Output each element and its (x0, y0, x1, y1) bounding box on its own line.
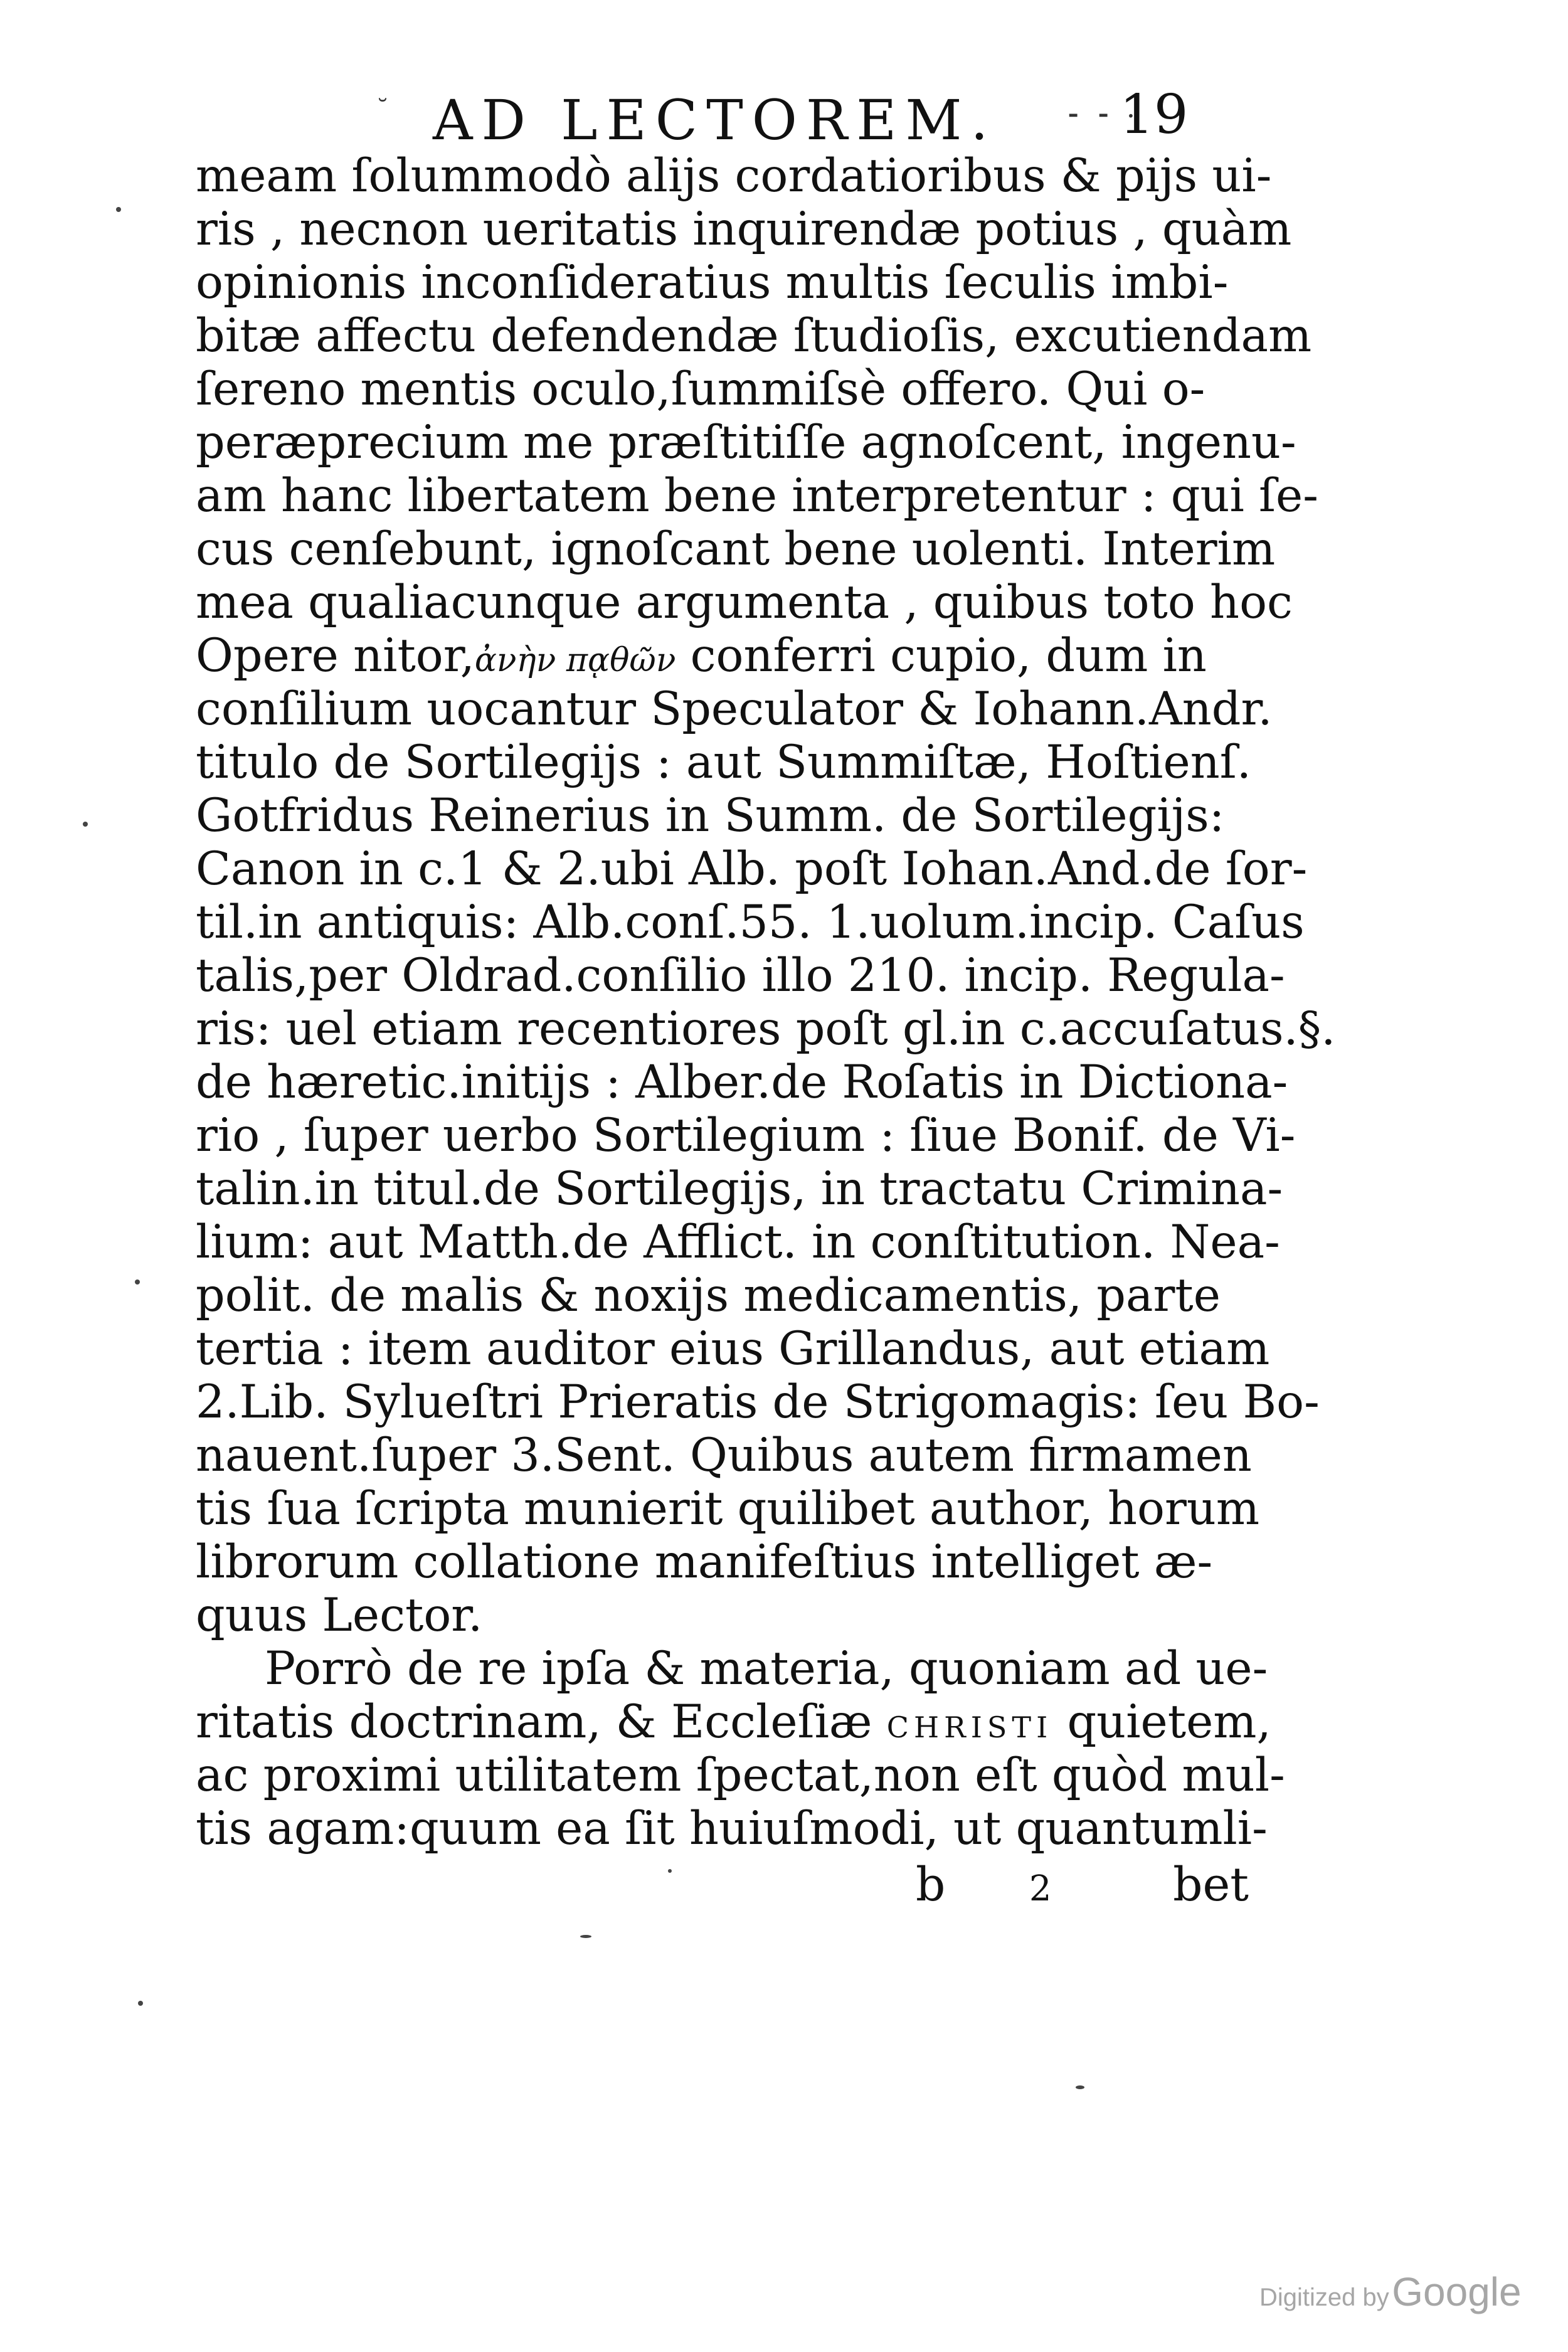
text-line-greek (196, 629, 1218, 682)
text-line: til.in antiquis: Alb.conſ.55. 1.uolum.incip. Caſus (196, 896, 1305, 949)
running-head: AD LECTOREM. (433, 88, 997, 152)
text-line: Canon in c.1 & 2.ubi Alb. poſt Iohan.And.de ſor- (196, 842, 1308, 896)
text-line: talis,per Oldrad.conſilio illo 210. incip. Regula- (196, 949, 1285, 1002)
text-line: cus cenſebunt, ignoſcant bene uolenti. Interim (196, 522, 1276, 576)
ink-speck (580, 1935, 591, 1938)
page-number: 19 (1120, 83, 1189, 146)
signature-number: 2 (1029, 1868, 1052, 1909)
body-text (196, 149, 1336, 1855)
text-line: ſereno mentis oculo,ſummiſsè offero. Qui o- (196, 363, 1205, 416)
text-line: de hæretic.initijs : Alber.de Roſatis in Dictiona- (196, 1056, 1288, 1109)
text-segment: Opere nitor, (196, 629, 475, 682)
text-line: tis ſua ſcripta munierit quilibet author, horum (196, 1482, 1260, 1535)
paragraph-start-line: Porrò de re ipſa & materia, quoniam ad ue- (265, 1642, 1268, 1695)
christi-smallcaps: CHRISTI (886, 1710, 1053, 1744)
text-line: polit. de malis & noxijs medicamentis, parte (196, 1269, 1221, 1322)
text-line: ris: uel etiam recentiores poſt gl.in c.accuſatus.§. (196, 1002, 1336, 1056)
text-segment: conferri cupio, dum in (675, 629, 1207, 682)
text-line: tertia : item auditor eius Grillandus, aut etiam (196, 1322, 1270, 1375)
text-segment: ritatis doctrinam, & Eccleſiæ (196, 1695, 872, 1749)
text-line: nauent.ſuper 3.Sent. Quibus autem firmamen (196, 1429, 1252, 1482)
text-line: am hanc libertatem bene interpretentur : qui ſe- (196, 469, 1318, 522)
text-line: librorum collatione manifeſtius intelliget æ- (196, 1535, 1213, 1589)
text-line-christi (196, 1695, 1271, 1749)
text-line: conſilium uocantur Speculator & Iohann.Andr. (196, 682, 1273, 736)
text-segment: quietem, (1052, 1695, 1271, 1749)
digitized-watermark (1259, 2269, 1522, 2314)
text-line: ris , necnon ueritatis inquirendæ potius , quàm (196, 203, 1292, 256)
ink-speck (116, 207, 121, 212)
text-line: bitæ affectu defendendæ ſtudioſis, excutiendam (196, 309, 1312, 363)
greek-phrase: ἀνὴν πᾳθῶν (474, 642, 676, 679)
text-line: rio , ſuper uerbo Sortilegium : ſiue Bonif. de Vi- (196, 1109, 1296, 1162)
ink-speck (138, 2001, 143, 2006)
ink-speck (1076, 2085, 1084, 2089)
text-line: meam ſolummodò alijs cordatioribus & pijs ui- (196, 149, 1272, 203)
signature-mark: b (916, 1858, 946, 1912)
text-line: tis agam:quum ea ſit huiuſmodi, ut quantumli- (196, 1802, 1268, 1855)
text-line: Gotfridus Reinerius in Summ. de Sortilegijs: (196, 789, 1225, 842)
text-line: lium: aut Matth.de Afflict. in conſtitution. Nea- (196, 1216, 1280, 1269)
ink-speck (668, 1869, 672, 1873)
text-line: mea qualiacunque argumenta , quibus toto hoc (196, 576, 1293, 629)
text-line: ac proximi utilitatem ſpectat,non eſt quòd mul- (196, 1749, 1285, 1802)
ink-speck (83, 822, 88, 827)
text-line: quus Lector. (196, 1589, 483, 1642)
catchword: bet (1173, 1858, 1249, 1912)
watermark-prefix: Digitized by (1259, 2284, 1389, 2311)
text-line: titulo de Sortilegijs : aut Summiſtæ, Hoſtienſ. (196, 736, 1251, 789)
text-line: peræprecium me præſtitiſſe agnoſcent, ingenu- (196, 416, 1296, 469)
text-line: 2.Lib. Sylueſtri Prieratis de Strigomagis: ſeu Bo- (196, 1375, 1320, 1429)
text-line: opinionis inconſideratius multis ſeculis imbi- (196, 256, 1229, 309)
header-dash-marks: ⁃ ⁃ · (1066, 100, 1139, 132)
text-line: talin.in titul.de Sortilegijs, in tractatu Crimina- (196, 1162, 1283, 1216)
header-speck-mark: ˘ (376, 95, 389, 124)
google-logo-text: Google (1392, 2269, 1522, 2314)
signature-line (916, 1858, 1249, 1912)
ink-speck (135, 1279, 140, 1285)
